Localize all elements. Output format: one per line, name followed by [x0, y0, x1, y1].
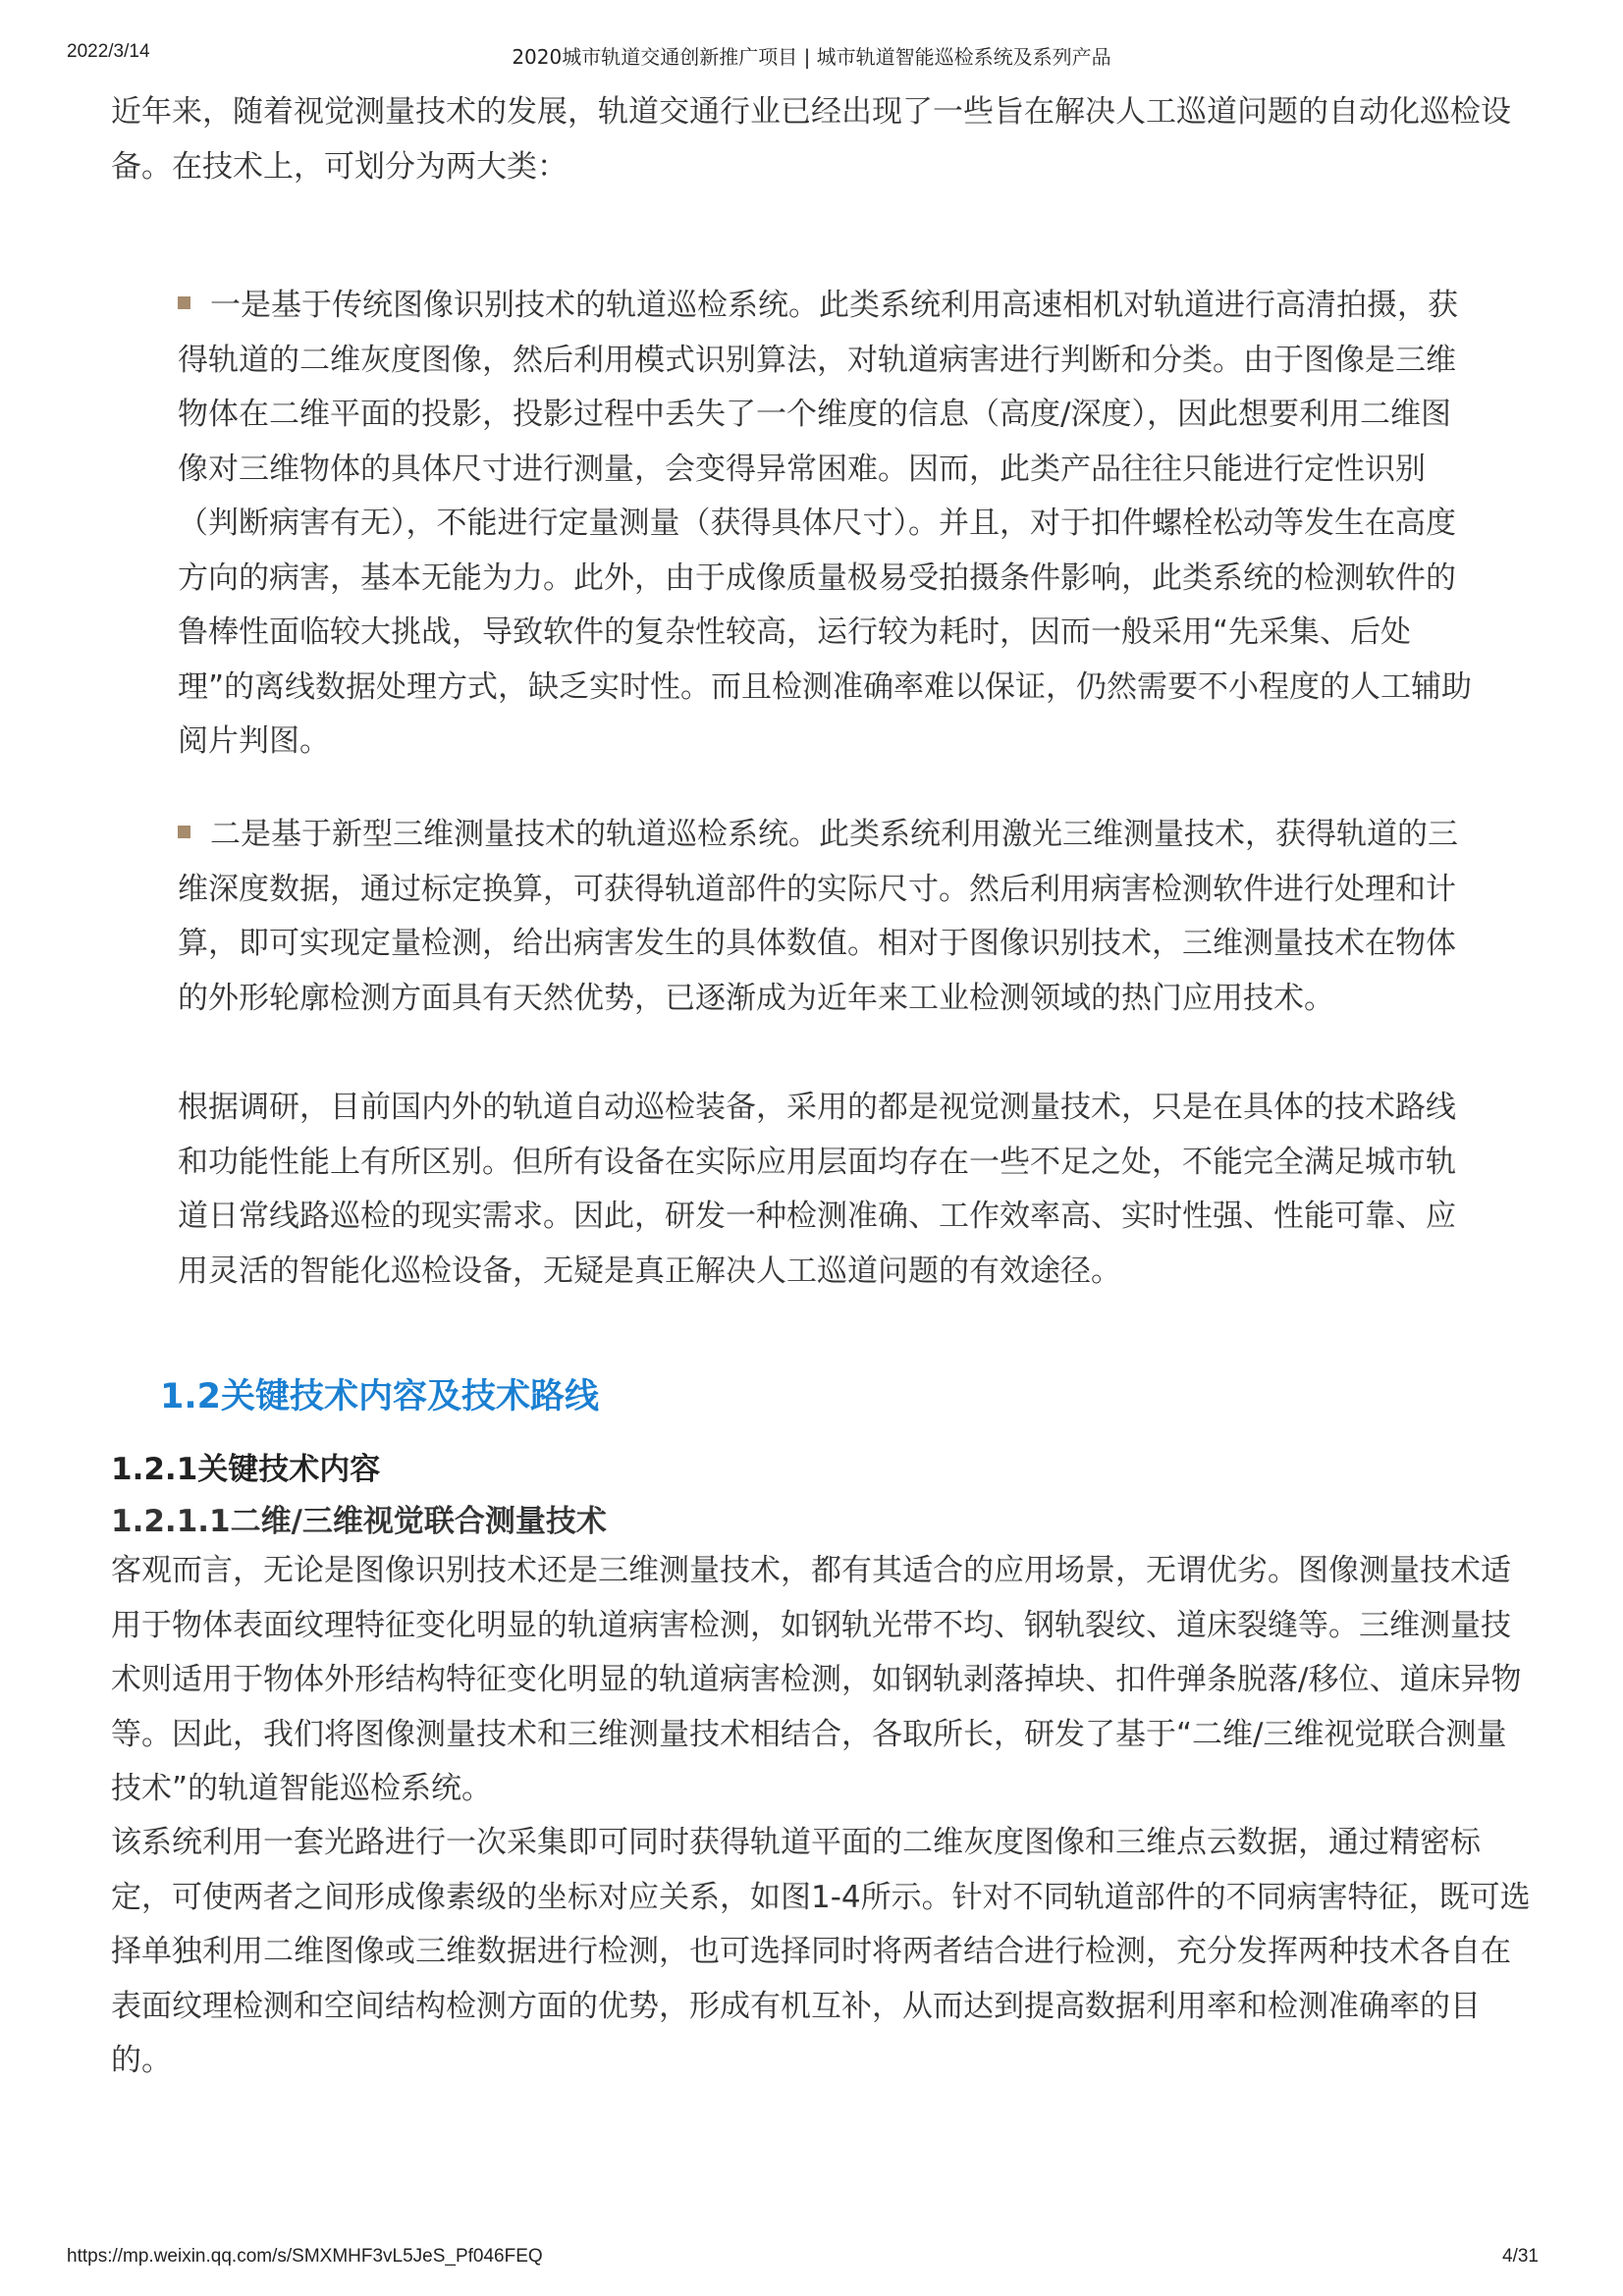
bullet-text: 一是基于传统图像识别技术的轨道巡检系统。此类系统利用高速相机对轨道进行高清拍摄，获得轨道的二维灰度图像，然后利用模式识别算法，对轨道病害进行判断和分类。由于图像是三维物体在二维平面的投影，投影过程中丢失了一个维度的信息（高度/深度），因此想要利用二维图像对三维物体的具体尺寸进行测量，会变得异常困难。因而，此类产品往往只能进行定性识别（判断病害有无），不能进行定量测量（获得具体尺寸）。并且，对于扣件螺栓松动等发生在高度方向的病害，基本无能为力。此外，由于成像质量极易受拍摄条件影响，此类系统的检测软件的鲁棒性面临较大挑战，导致软件的复杂性较高，运行较为耗时，因而一般采用“先采集、后处理”的离线数据处理方式，缺乏实时性。而且检测准确率难以保证，仍然需要不小程度的人工辅助阅片判图。: [178, 288, 1473, 759]
header-title: 2020城市轨道交通创新推广项目 | 城市轨道智能巡检系统及系列产品: [512, 45, 1111, 69]
bullet-text: 二是基于新型三维测量技术的轨道巡检系统。此类系统利用激光三维测量技术，获得轨道的三维深度数据，通过标定换算，可获得轨道部件的实际尺寸。然后利用病害检测软件进行处理和计算，即可实现定量检测，给出病害发生的具体数值。相对于图像识别技术，三维测量技术在物体的外形轮廓检测方面具有天然优势，已逐渐成为近年来工业检测领域的热门应用技术。: [178, 817, 1458, 1016]
square-bullet-icon: [178, 826, 190, 838]
bullet-item-3d-measurement: [178, 808, 1474, 1026]
section-heading-1-2: 1.2关键技术内容及技术路线: [160, 1377, 600, 1416]
bullet-item-image-recognition: [178, 279, 1474, 770]
section-heading-1-2-1: 1.2.1关键技术内容: [111, 1452, 381, 1487]
body-paragraph-2: 该系统利用一套光路进行一次采集即可同时获得轨道平面的二维灰度图像和三维点云数据，通过精密标定，可使两者之间形成像素级的坐标对应关系，如图1-4所示。针对不同轨道部件的不同病害特征，既可选择单独利用二维图像或三维数据进行检测，也可选择同时将两者结合进行检测，充分发挥两种技术各自在表面纹理检测和空间结构检测方面的优势，形成有机互补，从而达到提高数据利用率和检测准确率的目的。: [111, 1825, 1531, 2078]
section-heading-1-2-1-1: 1.2.1.1二维/三维视觉联合测量技术: [111, 1504, 607, 1539]
footer-url: https://mp.weixin.qq.com/s/SMXMHF3vL5JeS_Pf046FEQ: [67, 2246, 543, 2267]
research-paragraph: 根据调研，目前国内外的轨道自动巡检装备，采用的都是视觉测量技术，只是在具体的技术路线和功能性能上有所区别。但所有设备在实际应用层面均存在一些不足之处，不能完全满足城市轨道日常线路巡检的现实需求。因此，研发一种检测准确、工作效率高、实时性强、性能可靠、应用灵活的智能化巡检设备，无疑是真正解决人工巡道问题的有效途径。: [178, 1090, 1456, 1289]
intro-paragraph: 近年来，随着视觉测量技术的发展，轨道交通行业已经出现了一些旨在解决人工巡道问题的自动化巡检设备。在技术上，可划分为两大类：: [111, 94, 1511, 185]
square-bullet-icon: [178, 296, 190, 309]
header-date: 2022/3/14: [67, 41, 150, 62]
footer-page-number: 4/31: [1502, 2246, 1539, 2267]
body-paragraph-1: 客观而言，无论是图像识别技术还是三维测量技术，都有其适合的应用场景，无谓优劣。图像测量技术适用于物体表面纹理特征变化明显的轨道病害检测，如钢轨光带不均、钢轨裂纹、道床裂缝等。三维测量技术则适用于物体外形结构特征变化明显的轨道病害检测，如钢轨剥落掉块、扣件弹条脱落/移位、道床异物等。因此，我们将图像测量技术和三维测量技术相结合，各取所长，研发了基于“二维/三维视觉联合测量技术”的轨道智能巡检系统。: [111, 1553, 1522, 1806]
